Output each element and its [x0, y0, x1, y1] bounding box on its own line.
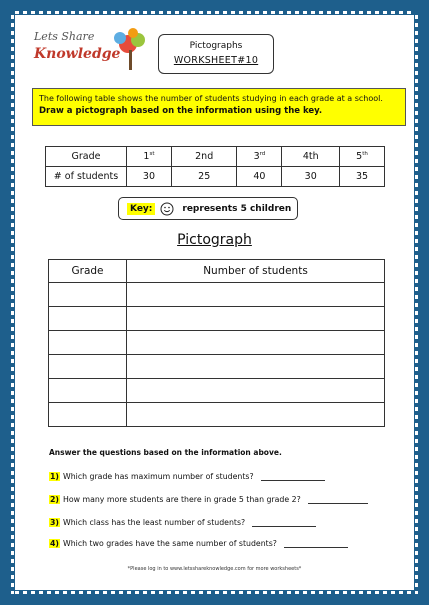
question-number: 4)	[50, 539, 59, 548]
worksheet-number: WORKSHEET#10	[173, 55, 259, 66]
logo	[30, 24, 150, 76]
answer-line[interactable]	[261, 472, 325, 481]
data-table	[45, 146, 385, 187]
question-4	[49, 539, 348, 548]
students-row	[46, 167, 385, 187]
pictograph-students-header: Number of students	[127, 260, 385, 283]
grade-input-cell[interactable]	[49, 355, 127, 379]
question-text: Which class has the least number of students?	[63, 518, 246, 527]
picto-input-cell[interactable]	[127, 355, 385, 379]
table-row	[49, 331, 385, 355]
instructions-box	[32, 88, 406, 126]
question-3	[49, 518, 316, 527]
footer-note: *Please log in to www.letsshareknowledge.com for more worksheets*	[127, 566, 302, 572]
grade-cell: 2nd	[171, 147, 237, 167]
grade-cell: 4th	[282, 147, 340, 167]
picto-input-cell[interactable]	[127, 331, 385, 355]
question-text: Which two grades have the same number of students?	[63, 539, 277, 548]
question-2	[49, 495, 368, 504]
pictograph-title: Pictograph	[177, 232, 252, 248]
students-cell: 30	[282, 167, 340, 187]
key-box	[118, 197, 298, 220]
grade-input-cell[interactable]	[49, 307, 127, 331]
question-1	[49, 472, 325, 481]
logo-text-line2: Knowledge	[34, 46, 121, 62]
students-cell: 30	[127, 167, 172, 187]
grade-header: Grade	[46, 147, 127, 167]
pictograph-table	[48, 259, 385, 427]
grade-cell: 5th	[340, 147, 385, 167]
pictograph-header-row	[49, 260, 385, 283]
answer-line[interactable]	[284, 539, 348, 548]
picto-input-cell[interactable]	[127, 379, 385, 403]
pictograph-grade-header: Grade	[49, 260, 127, 283]
title-box	[158, 34, 274, 74]
question-number: 2)	[50, 495, 59, 504]
table-row	[49, 307, 385, 331]
students-header: # of students	[46, 167, 127, 187]
grade-input-cell[interactable]	[49, 403, 127, 427]
grade-input-cell[interactable]	[49, 331, 127, 355]
grade-cell: 1st	[127, 147, 172, 167]
table-row	[49, 403, 385, 427]
smiley-face-icon	[160, 202, 174, 216]
question-number: 3)	[50, 518, 59, 527]
key-text: represents 5 children	[182, 203, 292, 214]
picto-input-cell[interactable]	[127, 283, 385, 307]
grade-row	[46, 147, 385, 167]
question-text: How many more students are there in grade 5 than grade 2?	[63, 495, 301, 504]
grade-input-cell[interactable]	[49, 283, 127, 307]
key-label: Key:	[127, 203, 155, 215]
picto-input-cell[interactable]	[127, 403, 385, 427]
question-number: 1)	[50, 472, 59, 481]
picto-input-cell[interactable]	[127, 307, 385, 331]
students-cell: 35	[340, 167, 385, 187]
instructions-line2: Draw a pictograph based on the information using the key.	[39, 106, 323, 116]
page-title: Pictographs	[189, 41, 243, 51]
students-cell: 25	[171, 167, 237, 187]
table-row	[49, 379, 385, 403]
instructions-line1: The following table shows the number of students studying in each grade at a school.	[39, 94, 383, 103]
grade-input-cell[interactable]	[49, 379, 127, 403]
grade-cell: 3rd	[237, 147, 282, 167]
students-cell: 40	[237, 167, 282, 187]
table-row	[49, 355, 385, 379]
question-text: Which grade has maximum number of students?	[63, 472, 254, 481]
answer-line[interactable]	[308, 495, 368, 504]
logo-text-line1: Lets Share	[34, 30, 95, 43]
table-row	[49, 283, 385, 307]
questions-intro: Answer the questions based on the information above.	[49, 448, 282, 457]
answer-line[interactable]	[252, 518, 316, 527]
